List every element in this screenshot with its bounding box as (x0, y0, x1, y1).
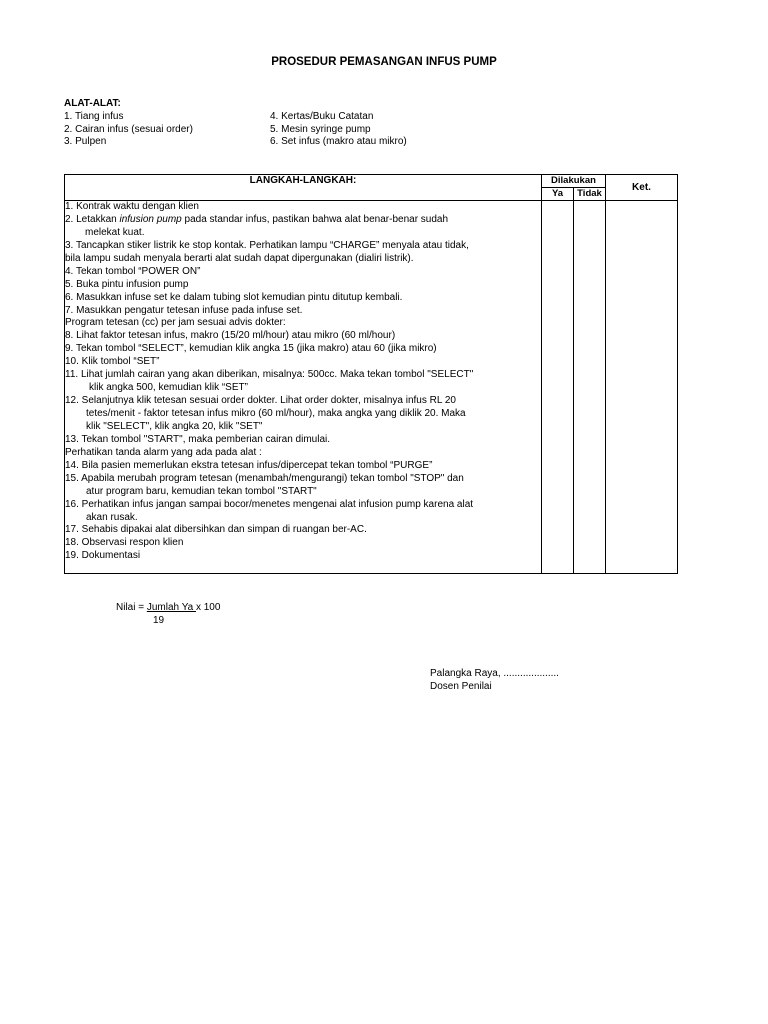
tool-item: 3. Pulpen (64, 136, 107, 148)
step-line: 14. Bila pasien memerlukan ekstra tetesan infus/dipercepat tekan tombol “PURGE” (65, 459, 433, 471)
step-text: pada standar infus, pastikan bahwa alat benar-benar sudah (181, 213, 449, 225)
step-line: 17. Sehabis dipakai alat dibersihkan dan simpan di ruangan ber-AC. (65, 524, 367, 536)
step-text: 2. Letakkan (65, 213, 120, 225)
step-italic-text: infusion pump (119, 213, 182, 225)
no-header: Tidak (574, 188, 606, 201)
step-line: klik angka 500, kemudian klik “SET” (89, 382, 248, 394)
score-formula (116, 602, 221, 626)
procedure-table (64, 174, 678, 574)
steps-header: LANGKAH-LANGKAH: (65, 175, 542, 201)
step-line: Program tetesan (cc) per jam sesuai advis dokter: (65, 317, 286, 329)
step-line: tetes/menit - faktor tetesan infus mikro (60 ml/hour), maka angka yang diklik 20. Maka (86, 408, 466, 419)
step-line: 18. Observasi respon klien (65, 537, 184, 549)
score-denominator: 19 (153, 615, 165, 626)
step-line: 10. Klik tombol “SET” (65, 356, 160, 368)
tool-item: 2. Cairan infus (sesuai order) (64, 123, 193, 135)
step-line: 3. Tancapkan stiker listrik ke stop kontak. Perhatikan lampu “CHARGE” menyala atau tidak, (65, 239, 469, 251)
step-line: 13. Tekan tombol "START", maka pemberian cairan dimulai. (65, 433, 330, 445)
note-cell (606, 201, 678, 574)
score-prefix: Nilai = (116, 602, 147, 613)
tool-item: 4. Kertas/Buku Catatan (270, 111, 374, 122)
tool-item: 6. Set infus (makro atau mikro) (270, 136, 407, 148)
assessor-role: Dosen Penilai (430, 680, 492, 692)
tool-item: 1. Tiang infus (64, 111, 124, 122)
step-line: 5. Buka pintu infusion pump (65, 278, 189, 290)
tools-column-2 (270, 111, 407, 149)
step-line: melekat kuat. (85, 226, 145, 238)
step-line: 11. Lihat jumlah cairan yang akan diberikan, misalnya: 500cc. Maka tekan tombol "SELECT" (65, 369, 474, 381)
note-header: Ket. (606, 175, 678, 201)
score-suffix: x 100 (195, 602, 221, 613)
step-line: 19. Dokumentasi (65, 550, 141, 562)
step-line: akan rusak. (86, 511, 138, 523)
step-line: 9. Tekan tombol “SELECT”, kemudian klik angka 15 (jika makro) atau 60 (jika mikro) (65, 343, 437, 355)
step-line: 8. Lihat faktor tetesan infus, makro (15/20 ml/hour) atau mikro (60 ml/hour) (65, 330, 396, 342)
step-line: 1. Kontrak waktu dengan klien (65, 201, 199, 212)
step-line (65, 214, 541, 227)
step-line: 12. Selanjutnya klik tetesan sesuai order dokter. Lihat order dokter, misalnya infus RL 20 (65, 395, 456, 407)
tool-item: 5. Mesin syringe pump (270, 123, 371, 135)
step-line: Perhatikan tanda alarm yang ada pada alat : (65, 446, 262, 458)
step-line: atur program baru, kemudian tekan tombol "START" (86, 485, 317, 497)
step-line: 6. Masukkan infuse set ke dalam tubing slot kemudian pintu ditutup kembali. (65, 291, 403, 303)
no-cell (574, 201, 606, 574)
signature-block (430, 668, 559, 693)
step-line: 16. Perhatikan infus jangan sampai bocor/menetes mengenai alat infusion pump karena alat (65, 498, 474, 510)
tools-column-1 (64, 111, 193, 149)
page-title: PROSEDUR PEMASANGAN INFUS PUMP (271, 56, 497, 68)
step-line: 4. Tekan tombol “POWER ON” (65, 265, 201, 277)
yes-cell (542, 201, 574, 574)
step-line: klik "SELECT", klik angka 20, klik "SET" (86, 420, 263, 432)
steps-cell (65, 201, 542, 574)
yes-header: Ya (542, 188, 574, 201)
step-line: 15. Apabila merubah program tetesan (menambah/mengurangi) tekan tombol "STOP" dan (65, 472, 464, 484)
step-line: 7. Masukkan pengatur tetesan infuse pada infuse set. (65, 304, 303, 316)
tools-heading: ALAT-ALAT: (64, 98, 121, 109)
done-header: Dilakukan (542, 175, 606, 188)
place-date: Palangka Raya, .................... (430, 668, 559, 679)
score-numerator: Jumlah Ya (146, 602, 196, 613)
step-line: bila lampu sudah menyala berarti alat sudah dapat dipergunakan (dialiri listrik). (65, 252, 414, 264)
